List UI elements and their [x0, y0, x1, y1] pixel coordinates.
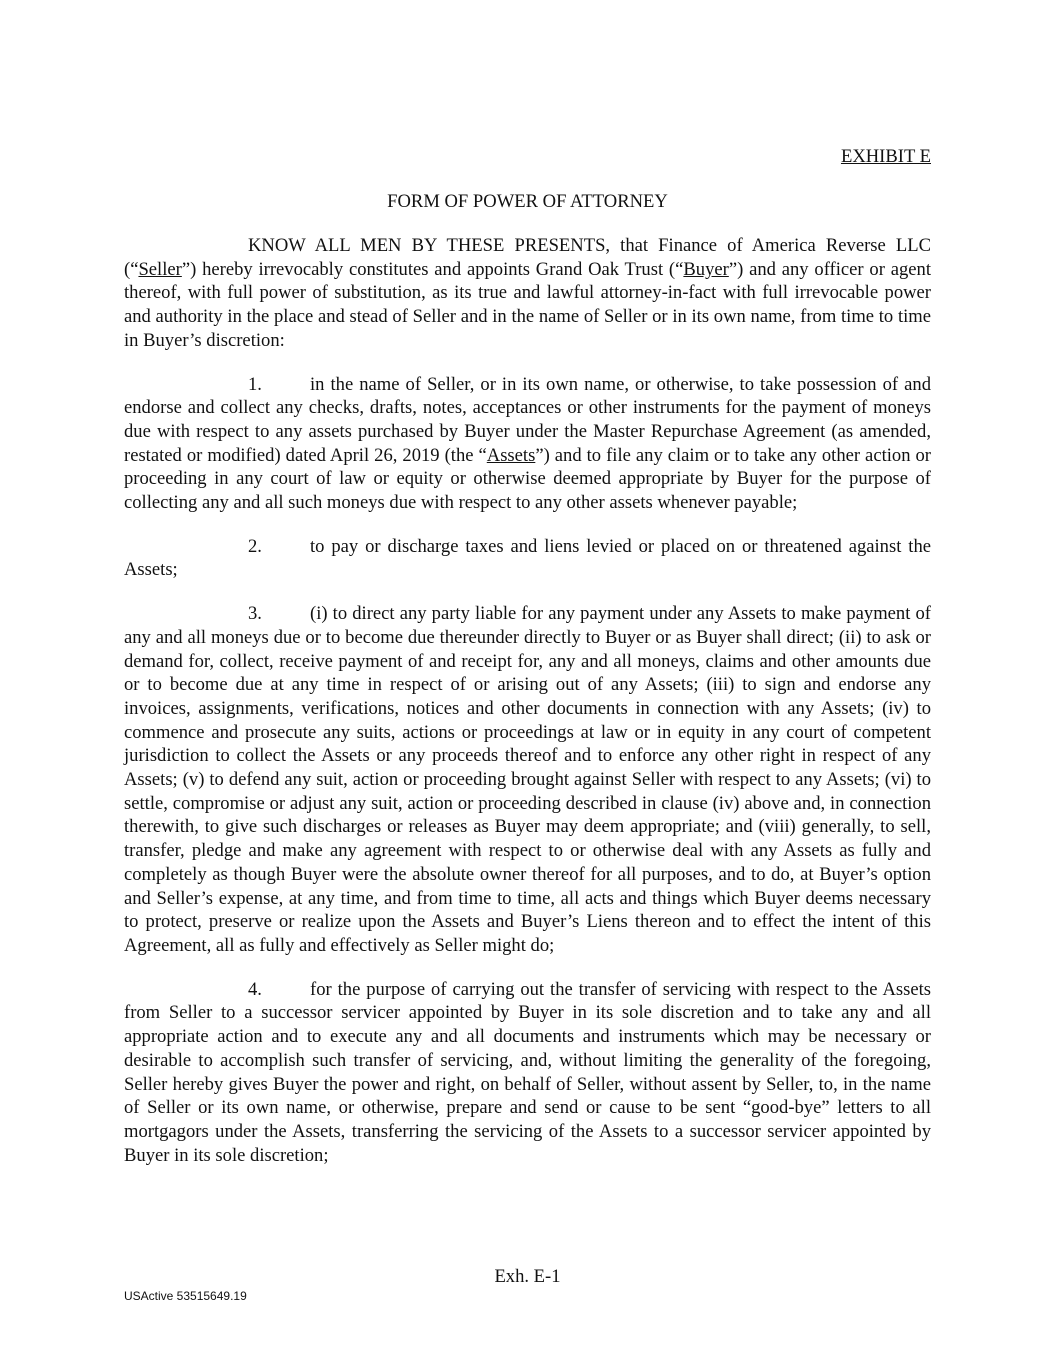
document-body	[124, 234, 931, 1187]
clause-2	[124, 535, 931, 582]
exhibit-label: EXHIBIT E	[840, 146, 931, 167]
clause-number: 4.	[248, 978, 262, 1000]
intro-paragraph	[124, 234, 931, 353]
document-title: FORM OF POWER OF ATTORNEY	[387, 191, 668, 212]
clause-text-1: in the name of Seller, or in its own name, or otherwise, to take possession of and endorse and collect any checks, drafts, notes, acceptances or other instruments for the payment of moneys due with respect to any assets purchased by Buyer under the Master Repurchase Agreement (as amended, restated or modified) dated April 26, 2019 (the “	[124, 373, 931, 466]
intro-text-1: KNOW ALL MEN BY THESE PRESENTS, that Finance of America Reverse LLC (“	[124, 235, 931, 280]
clause-text: to pay or discharge taxes and liens levied or placed on or threatened against the Assets;	[124, 535, 931, 581]
clause-number: 3.	[248, 603, 262, 625]
defined-term-seller: Seller	[138, 258, 182, 280]
defined-term-assets: Assets	[486, 444, 536, 466]
intro-text-2: ”) hereby irrevocably constitutes and appoints Grand Oak Trust (“	[181, 258, 684, 280]
clause-3	[124, 602, 931, 958]
clause-1	[124, 373, 931, 515]
clause-text: (i) to direct any party liable for any payment under any Assets to make payment of any and all moneys due or to become due thereunder directly to Buyer or as Buyer shall direct; (ii) to ask or demand for, collect, receive payment of and receipt for, any and all moneys, claims and other amounts due or to become due at any time in respect of or arising out of any Assets; (iii) to sign and endorse any invoices, assignments, verifications, notices and other documents in connection with any Assets; (iv) to commence and prosecute any suits, actions or proceedings at law or in equity in any court of competent jurisdiction to collect the Assets or any proceeds thereof and to enforce any other right in respect of any Assets; (v) to defend any suit, action or proceeding brought against Seller with respect to any Assets; (vi) to settle, compromise or adjust any suit, action or proceeding described in clause (iv) above and, in connection therewith, to give such discharges or releases as Buyer may deem appropriate; and (viii) generally, to sell, transfer, pledge and make any agreement with respect to or otherwise deal with any Assets as fully and completely as though Buyer were the absolute owner thereof for all purposes, and to do, at Buyer’s option and Seller’s expense, at any time, and from time to time, all acts and things which Buyer deems necessary to protect, preserve or realize upon the Assets and Buyer’s Liens thereon and to effect the intent of this Agreement, all as fully and effectively as Seller might do;	[124, 603, 931, 956]
clause-text: for the purpose of carrying out the transfer of servicing with respect to the Assets from Seller to a successor servicer appointed by Buyer in its sole discretion and to take any and all appropriate action and to execute any and all documents and instruments which may be necessary or desirable to accomplish such transfer of servicing, and, without limiting the generality of the foregoing, Seller hereby gives Buyer the power and right, on behalf of Seller, without assent by Seller, to, in the name of Seller or its own name, or otherwise, prepare and send or cause to be sent “good-bye” letters to all mortgagors under the Assets, transferring the servicing of the Assets to a successor servicer appointed by Buyer in its sole discretion;	[124, 978, 931, 1166]
clause-number: 1.	[248, 373, 262, 395]
document-id: USActive 53515649.19	[124, 1289, 247, 1303]
clause-number: 2.	[248, 535, 262, 557]
defined-term-buyer: Buyer	[683, 258, 729, 280]
intro-text-3: ”) and any officer or agent thereof, with full power of substitution, as its true and lawful attorney-in-fact with full irrevocable power and authority in the place and stead of Seller and in the name of Seller or in its own name, from time to time in Buyer’s discretion:	[124, 258, 931, 351]
clause-text-2: ”) and to file any claim or to take any other action or proceeding in any court of law or equity or otherwise deemed appropriate by Buyer for the purpose of collecting any and all such moneys due with respect to any other assets whenever payable;	[124, 444, 931, 514]
page-number: Exh. E-1	[494, 1266, 561, 1287]
clause-4	[124, 978, 931, 1168]
